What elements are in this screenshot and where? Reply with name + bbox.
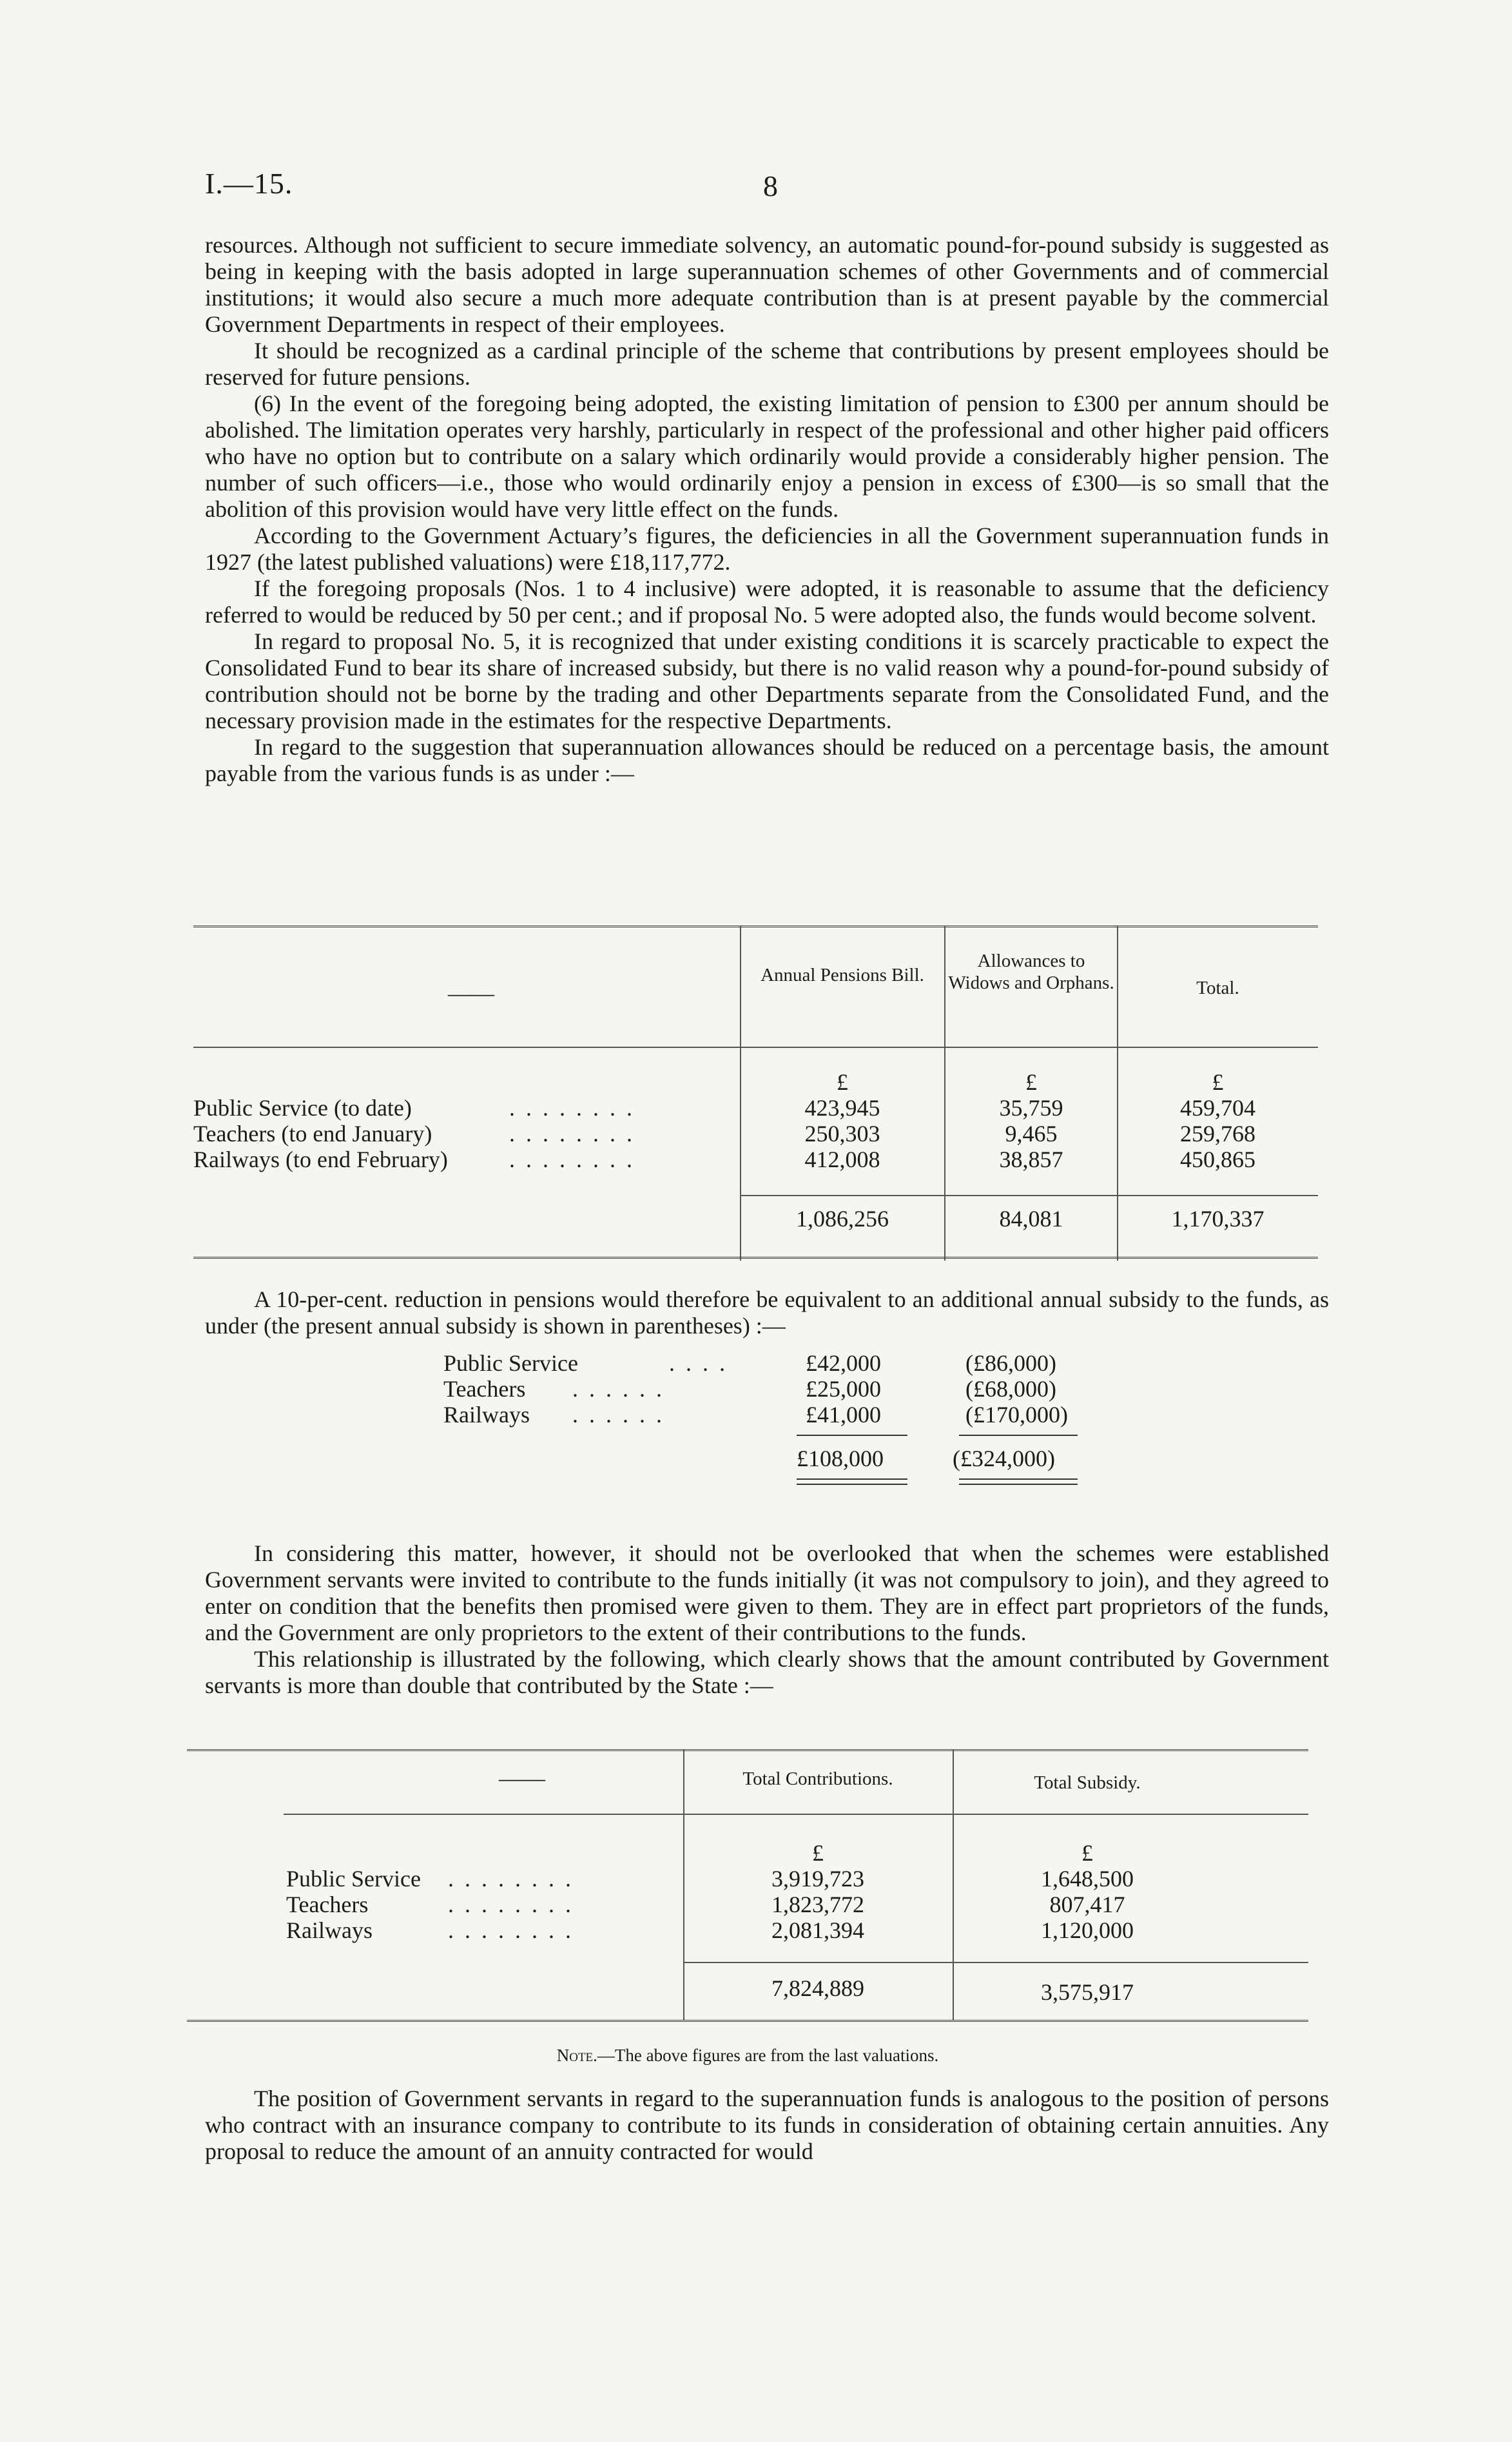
cell-value: 1,120,000	[1041, 1917, 1134, 1943]
subsidy-total-amount: £108,000	[797, 1446, 884, 1471]
page-number: 8	[763, 170, 778, 202]
table-bottom-rule	[193, 1257, 1318, 1259]
total-value: 3,575,917	[1041, 1979, 1134, 2005]
paragraph: In considering this matter, however, it should not be overlooked that when the schemes were established Government servants were invited to contribute to the funds initially (it was not compulsory to join), and they agreed to enter on condition that the benefits then promised were given to them. They are in effect part proprietors of the funds, and the Government are only proprietors to the extent of their contributions to the funds.	[205, 1540, 1329, 1645]
sum-rule	[797, 1435, 907, 1436]
blank-header: ——	[499, 1765, 545, 1791]
paragraph: In regard to the suggestion that superannuation allowances should be reduced on a percentage basis, the amount payable from the various funds is as under :—	[205, 734, 1329, 786]
subsidy-present: (£170,000)	[965, 1402, 1068, 1428]
header-total-subsidy: Total Subsidy.	[1034, 1772, 1141, 1793]
paragraph: According to the Government Actuary’s figures, the deficiencies in all the Government superannuation funds in 1927 (the latest published valuations) were £18,117,772.	[205, 523, 1329, 575]
paragraph: (6) In the event of the foregoing being adopted, the existing limitation of pension to £300 per annum should be abolished. The limitation operates very harshly, particularly in respect of the professional and other higher paid officers who have no option but to contribute on a salary which ordinarily would provide a considerably higher pension. The number of such officers—i.e., those who would ordinarily enjoy a pension in excess of £300—is so small that the abolition of this provision would have very little effect on the funds.	[205, 391, 1329, 522]
row-label: Teachers	[286, 1892, 369, 1917]
cell-value: 450,865	[1180, 1147, 1255, 1172]
cell-value: 3,919,723	[771, 1866, 864, 1892]
paragraph: resources. Although not sufficient to secure immediate solvency, an automatic pound-for-pound subsidy is suggested as being in keeping with the basis adopted in large superannuation schemes of other Governments and of commercial institutions; it would also secure a much more adequate contribution than is at present payable by the commercial Government Departments in respect of their employees.	[205, 232, 1329, 337]
table-note	[187, 2046, 1308, 2066]
row-label: Public Service (to date)	[193, 1095, 412, 1121]
leader-dots: . . . . . . . .	[509, 1147, 635, 1172]
currency-label: £	[1081, 1840, 1093, 1866]
table-top-rule	[187, 1749, 1308, 1751]
header-allowances: Allowances to Widows and Orphans.	[948, 951, 1114, 993]
pensions-table	[193, 925, 1318, 1261]
currency-label: £	[812, 1840, 824, 1866]
double-rule	[797, 1478, 907, 1485]
cell-value: 459,704	[1180, 1095, 1255, 1121]
column-divider	[740, 925, 741, 1261]
total-value: 7,824,889	[771, 1975, 864, 2001]
leader-dots: . . . . . .	[572, 1376, 664, 1402]
column-divider	[944, 925, 945, 1261]
totals-rule	[683, 1962, 1308, 1963]
leader-dots: . . . . . .	[572, 1402, 664, 1428]
leader-dots: . . . . . . . .	[448, 1917, 574, 1943]
subsidy-label: Public Service	[443, 1350, 578, 1376]
cell-value: 259,768	[1180, 1121, 1255, 1147]
header-rule	[284, 1814, 1308, 1815]
table-top-rule	[193, 925, 1318, 927]
body-text-3	[205, 1540, 1329, 1699]
subsidy-label: Teachers	[443, 1376, 526, 1402]
subsidy-amount: £42,000	[806, 1350, 881, 1376]
leader-dots: . . . . . . . .	[509, 1121, 635, 1147]
subsidy-present: (£86,000)	[965, 1350, 1056, 1376]
currency-label: £	[837, 1069, 848, 1095]
leader-dots: . . . . . . . .	[509, 1095, 635, 1121]
cell-value: 807,417	[1049, 1892, 1125, 1917]
double-rule	[959, 1478, 1078, 1485]
row-label: Teachers (to end January)	[193, 1121, 432, 1147]
body-text-1	[205, 232, 1329, 787]
header-annual-pensions: Annual Pensions Bill.	[761, 965, 924, 985]
cell-value: 35,759	[999, 1095, 1063, 1121]
currency-label: £	[1212, 1069, 1224, 1095]
leader-dots: . . . . . . . .	[448, 1866, 574, 1892]
cell-value: 9,465	[1005, 1121, 1058, 1147]
header-total: Total.	[1196, 978, 1239, 998]
currency-label: £	[1025, 1069, 1037, 1095]
header-total-contributions: Total Contributions.	[742, 1769, 893, 1789]
paragraph: It should be recognized as a cardinal principle of the scheme that contributions by present employees should be reserved for future pensions.	[205, 338, 1329, 390]
note-label: Note.	[556, 2046, 597, 2065]
row-label: Railways (to end February)	[193, 1147, 448, 1172]
total-value: 84,081	[999, 1206, 1063, 1232]
subsidy-present: (£68,000)	[965, 1376, 1056, 1402]
paragraph: In regard to proposal No. 5, it is recognized that under existing conditions it is scarcely practicable to expect the Consolidated Fund to bear its share of increased subsidy, but there is no valid reason why a pound-for-pound subsidy of contribution should not be borne by the trading and other Departments separate from the Consolidated Fund, and the necessary provision made in the estimates for the respective Departments.	[205, 628, 1329, 733]
cell-value: 38,857	[999, 1147, 1063, 1172]
subsidy-total-present: (£324,000)	[953, 1446, 1055, 1471]
leader-dots: . . . . . . . .	[448, 1892, 574, 1917]
totals-rule	[740, 1195, 1318, 1196]
paragraph: This relationship is illustrated by the following, which clearly shows that the amount contributed by Government servants is more than double that contributed by the State :—	[205, 1646, 1329, 1698]
paragraph: A 10-per-cent. reduction in pensions would therefore be equivalent to an additional annual subsidy to the funds, as under (the present annual subsidy is shown in parentheses) :—	[205, 1286, 1329, 1339]
header-rule	[193, 1047, 1318, 1048]
sum-rule	[959, 1435, 1078, 1436]
cell-value: 1,823,772	[771, 1892, 864, 1917]
contributions-table	[187, 1749, 1308, 2065]
blank-header: ——	[448, 980, 494, 1006]
subsidy-amount: £41,000	[806, 1402, 881, 1428]
cell-value: 412,008	[804, 1147, 880, 1172]
cell-value: 2,081,394	[771, 1917, 864, 1943]
page-reference: I.—15.	[205, 167, 293, 200]
row-label: Public Service	[286, 1866, 421, 1892]
column-divider	[683, 1749, 684, 2020]
total-value: 1,170,337	[1171, 1206, 1265, 1232]
cell-value: 1,648,500	[1041, 1866, 1134, 1892]
total-value: 1,086,256	[796, 1206, 889, 1232]
subsidy-list	[443, 1350, 1088, 1498]
body-text-4	[205, 2086, 1329, 2165]
paragraph: If the foregoing proposals (Nos. 1 to 4 inclusive) were adopted, it is reasonable to assume that the deficiency referred to would be reduced by 50 per cent.; and if proposal No. 5 were adopted also, the funds would become solvent.	[205, 576, 1329, 628]
paragraph: The position of Government servants in regard to the superannuation funds is analogous to the position of persons who contract with an insurance company to contribute to its funds in consideration of obtaining certain annuities. Any proposal to reduce the amount of an annuity contracted for would	[205, 2086, 1329, 2164]
subsidy-amount: £25,000	[806, 1376, 881, 1402]
cell-value: 423,945	[804, 1095, 880, 1121]
body-text-2	[205, 1286, 1329, 1339]
leader-dots: . . . .	[669, 1350, 728, 1376]
note-text: —The above figures are from the last valuations.	[597, 2046, 939, 2065]
table-bottom-rule	[187, 2020, 1308, 2022]
subsidy-label: Railways	[443, 1402, 530, 1428]
column-divider	[953, 1749, 954, 2020]
cell-value: 250,303	[804, 1121, 880, 1147]
row-label: Railways	[286, 1917, 373, 1943]
column-divider	[1117, 925, 1118, 1261]
